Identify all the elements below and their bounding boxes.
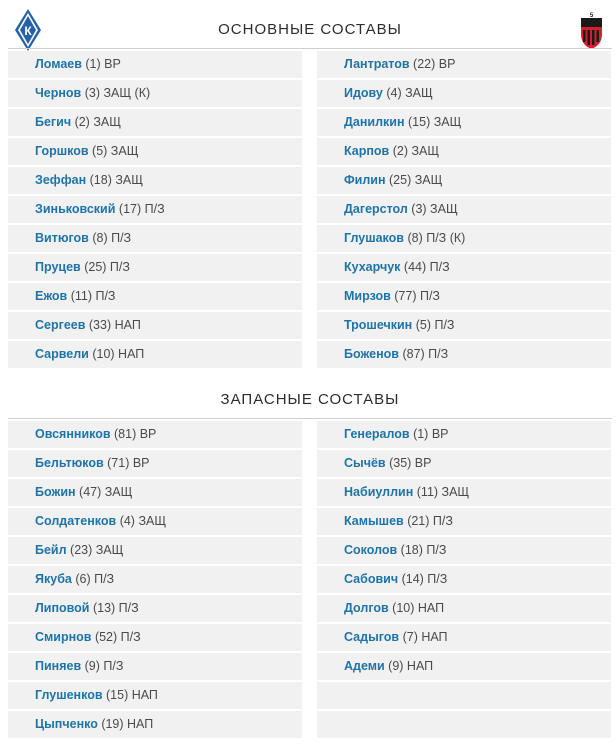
player-name-link[interactable]: Сабович [344, 572, 399, 586]
player-number-position: (17) П/З [115, 202, 165, 216]
player-number-position: (19) НАП [97, 717, 154, 731]
player-row [8, 421, 302, 448]
substitutes-title: ЗАПАСНЫЕ СОСТАВЫ [220, 391, 400, 408]
player-number-position: (11) ЗАЩ [413, 485, 470, 499]
away-logo-badge: 5 [589, 13, 594, 19]
player-row [8, 479, 302, 506]
player-row [317, 479, 611, 506]
player-row [317, 109, 611, 136]
main-lineups-title: ОСНОВНЫЕ СОСТАВЫ [218, 21, 402, 38]
player-number-position: (8) П/З (К) [403, 231, 466, 245]
empty-row [317, 711, 611, 738]
player-row [317, 51, 611, 78]
player-name-link[interactable]: Данилкин [344, 115, 405, 129]
player-name-link[interactable]: Липовой [35, 601, 90, 615]
svg-text:К: К [24, 24, 32, 38]
player-row [317, 508, 611, 535]
player-row [8, 196, 302, 223]
player-name-link[interactable]: Бельтюков [35, 456, 104, 470]
player-row [317, 138, 611, 165]
player-number-position: (4) ЗАЩ [116, 514, 167, 528]
player-number-position: (10) НАП [388, 601, 445, 615]
player-row [8, 80, 302, 107]
player-number-position: (15) ЗАЩ [404, 115, 462, 129]
player-name-link[interactable]: Боженов [344, 347, 399, 361]
player-name-link[interactable]: Глушенков [35, 688, 103, 702]
away-main-lineup [317, 51, 611, 370]
player-number-position: (52) П/З [91, 630, 141, 644]
player-name-link[interactable]: Садыгов [344, 630, 400, 644]
player-row [317, 537, 611, 564]
player-row [8, 566, 302, 593]
player-name-link[interactable]: Зеффан [35, 173, 87, 187]
player-name-link[interactable]: Камышев [344, 514, 404, 528]
player-row [8, 167, 302, 194]
player-name-link[interactable]: Зиньковский [35, 202, 116, 216]
player-row [8, 109, 302, 136]
player-name-link[interactable]: Идову [344, 86, 383, 100]
player-number-position: (4) ЗАЩ [382, 86, 433, 100]
player-number-position: (18) П/З [397, 543, 447, 557]
player-number-position: (5) ЗАЩ [88, 144, 139, 158]
player-name-link[interactable]: Ломаев [35, 57, 82, 71]
player-number-position: (71) ВР [103, 456, 150, 470]
player-name-link[interactable]: Божин [35, 485, 76, 499]
player-number-position: (87) П/З [398, 347, 449, 361]
player-row [8, 537, 302, 564]
player-row [8, 711, 302, 738]
player-row [317, 167, 611, 194]
player-name-link[interactable]: Сычёв [344, 456, 386, 470]
player-row [317, 624, 611, 651]
player-row [8, 283, 302, 310]
empty-row [317, 682, 611, 709]
player-row [317, 283, 611, 310]
player-name-link[interactable]: Овсянников [35, 427, 111, 441]
player-row [8, 254, 302, 281]
player-name-link[interactable]: Ежов [35, 289, 68, 303]
player-row [8, 225, 302, 252]
player-number-position: (33) НАП [85, 318, 141, 332]
player-number-position: (1) ВР [409, 427, 449, 441]
player-number-position: (7) НАП [399, 630, 448, 644]
player-row [8, 653, 302, 680]
player-name-link[interactable]: Витюгов [35, 231, 89, 245]
player-number-position: (8) П/З [88, 231, 132, 245]
player-row [8, 312, 302, 339]
player-number-position: (15) НАП [102, 688, 158, 702]
player-name-link[interactable]: Трошечкин [344, 318, 413, 332]
player-number-position: (35) ВР [385, 456, 432, 470]
player-number-position: (21) П/З [403, 514, 453, 528]
player-number-position: (18) ЗАЩ [86, 173, 143, 187]
player-number-position: (25) ЗАЩ [385, 173, 443, 187]
home-main-lineup [8, 51, 302, 370]
player-number-position: (2) ЗАЩ [71, 115, 121, 129]
player-row [8, 341, 302, 368]
player-name-link[interactable]: Сарвели [35, 347, 89, 361]
player-name-link[interactable]: Соколов [344, 543, 398, 557]
player-number-position: (3) ЗАЩ [407, 202, 458, 216]
player-number-position: (22) ВР [409, 57, 456, 71]
player-row [8, 508, 302, 535]
player-number-position: (81) ВР [110, 427, 157, 441]
player-row [317, 312, 611, 339]
player-number-position: (23) ЗАЩ [66, 543, 124, 557]
player-name-link[interactable]: Горшков [35, 144, 89, 158]
player-number-position: (14) П/З [398, 572, 448, 586]
player-row [317, 80, 611, 107]
player-row [317, 225, 611, 252]
substitutes-title-divider [8, 418, 612, 419]
player-number-position: (47) ЗАЩ [75, 485, 133, 499]
player-number-position: (77) П/З [390, 289, 440, 303]
player-name-link[interactable]: Кухарчук [344, 260, 401, 274]
player-name-link[interactable]: Сергеев [35, 318, 86, 332]
player-number-position: (3) ЗАЩ (К) [81, 86, 151, 100]
player-name-link[interactable]: Адеми [344, 659, 385, 673]
player-row [317, 566, 611, 593]
player-name-link[interactable]: Цыпченко [35, 717, 98, 731]
player-name-link[interactable]: Филин [344, 173, 386, 187]
player-row [317, 196, 611, 223]
player-number-position: (11) П/З [67, 289, 116, 303]
player-number-position: (1) ВР [81, 57, 121, 71]
player-row [8, 595, 302, 622]
player-row [317, 450, 611, 477]
player-number-position: (5) П/З [412, 318, 455, 332]
player-name-link[interactable]: Пруцев [35, 260, 81, 274]
player-name-link[interactable]: Пиняев [35, 659, 82, 673]
player-row [8, 138, 302, 165]
player-name-link[interactable]: Солдатенков [35, 514, 117, 528]
away-substitutes-list [317, 421, 611, 740]
player-name-link[interactable]: Карпов [344, 144, 390, 158]
player-row [8, 51, 302, 78]
player-name-link[interactable]: Смирнов [35, 630, 92, 644]
player-number-position: (2) ЗАЩ [389, 144, 440, 158]
player-name-link[interactable]: Набиуллин [344, 485, 414, 499]
player-row [8, 450, 302, 477]
player-row [317, 421, 611, 448]
home-substitutes-list [8, 421, 302, 740]
player-number-position: (25) П/З [80, 260, 130, 274]
player-row [317, 341, 611, 368]
player-number-position: (44) П/З [400, 260, 450, 274]
player-name-link[interactable]: Якуба [35, 572, 72, 586]
player-row [8, 682, 302, 709]
player-number-position: (13) П/З [89, 601, 139, 615]
player-row [8, 624, 302, 651]
player-name-link[interactable]: Дагерстол [344, 202, 408, 216]
player-number-position: (9) НАП [384, 659, 434, 673]
player-name-link[interactable]: Бейл [35, 543, 67, 557]
main-title-divider [8, 48, 612, 49]
player-name-link[interactable]: Генералов [344, 427, 410, 441]
player-number-position: (6) П/З [71, 572, 115, 586]
player-name-link[interactable]: Мирзов [344, 289, 391, 303]
player-name-link[interactable]: Бегич [35, 115, 72, 129]
player-number-position: (9) П/З [81, 659, 124, 673]
player-row [317, 595, 611, 622]
player-name-link[interactable]: Глушаков [344, 231, 404, 245]
player-row [317, 254, 611, 281]
player-name-link[interactable]: Чернов [35, 86, 82, 100]
player-name-link[interactable]: Долгов [344, 601, 389, 615]
player-name-link[interactable]: Лантратов [344, 57, 410, 71]
player-row [317, 653, 611, 680]
player-number-position: (10) НАП [88, 347, 145, 361]
